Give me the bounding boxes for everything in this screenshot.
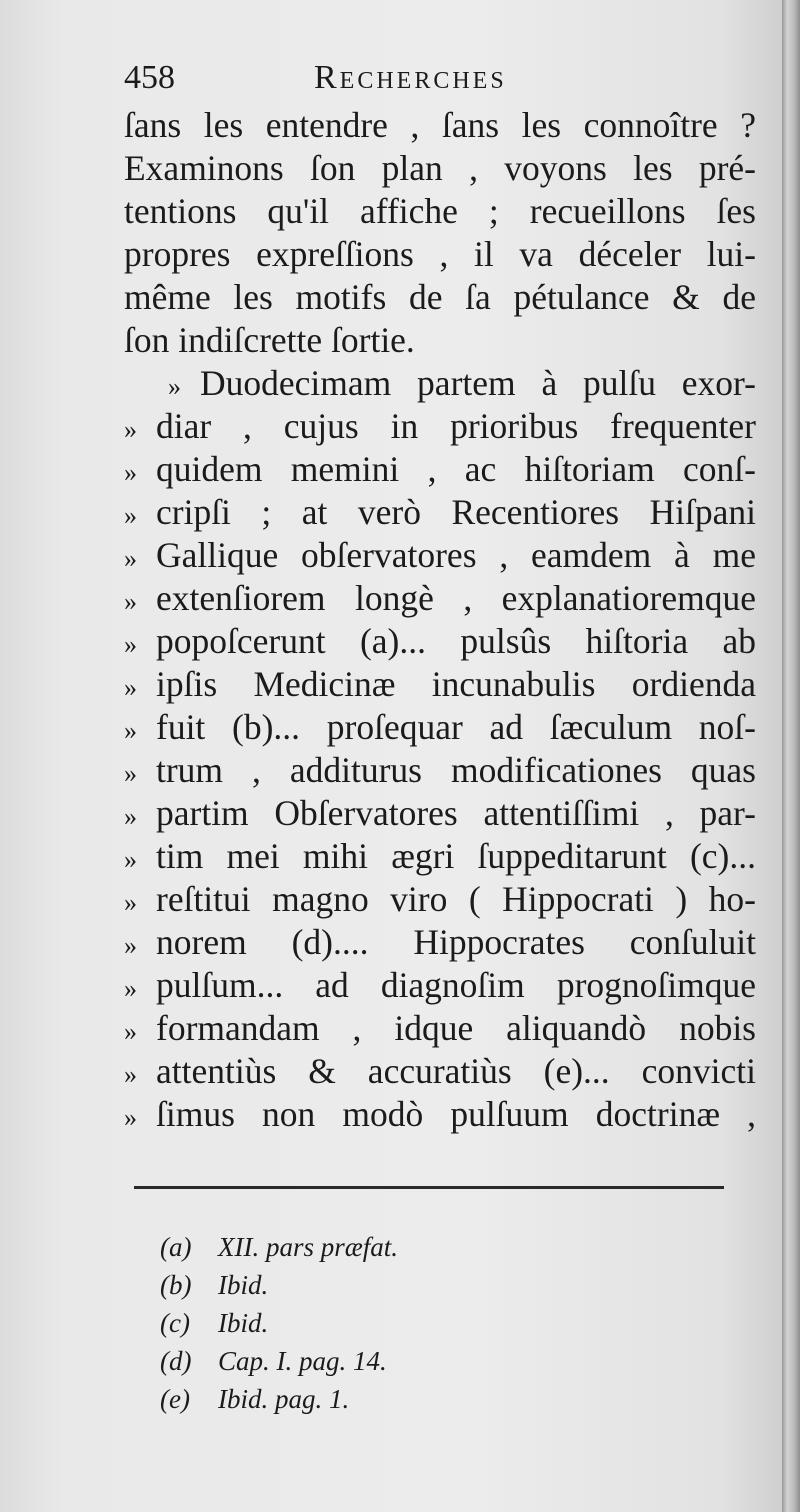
text-line xyxy=(124,706,756,749)
text-line xyxy=(124,1050,756,1093)
quote-mark: » xyxy=(124,673,137,702)
line-text: propres expreſſions , il va déceler lui- xyxy=(124,234,756,274)
footnote-citation: Ibid. xyxy=(218,1270,269,1300)
line-text: cripſi ; at verò Recentiores Hiſpani xyxy=(156,492,756,532)
footnote xyxy=(160,1266,560,1304)
quote-mark: » xyxy=(124,1060,137,1089)
text-line xyxy=(124,1007,756,1050)
text-line xyxy=(124,104,756,147)
text-line xyxy=(124,362,756,405)
quote-mark: » xyxy=(124,630,137,659)
text-line xyxy=(124,319,756,362)
text-line xyxy=(124,405,756,448)
line-text: ipſis Medicinæ incunabulis ordienda xyxy=(156,664,756,704)
quote-mark: » xyxy=(124,974,137,1003)
text-line xyxy=(124,749,756,792)
text-line xyxy=(124,491,756,534)
quote-mark: » xyxy=(124,458,137,487)
footnote xyxy=(160,1342,560,1380)
page-number: 458 xyxy=(124,59,175,96)
quote-mark: » xyxy=(124,845,137,874)
line-text: trum , additurus modificationes quas xyxy=(156,750,756,790)
line-text: Duodecimam partem à pulſu exor- xyxy=(200,363,756,403)
text-line xyxy=(124,276,756,319)
text-line xyxy=(124,190,756,233)
text-line xyxy=(124,792,756,835)
text-line xyxy=(124,448,756,491)
text-line xyxy=(124,921,756,964)
line-text: Gallique obſervatores , eamdem à me xyxy=(156,535,756,575)
text-line xyxy=(124,835,756,878)
line-text: fuit (b)... proſequar ad ſæculum noſ- xyxy=(156,707,756,747)
text-line xyxy=(124,663,756,706)
quote-mark: » xyxy=(124,716,137,745)
text-line xyxy=(124,577,756,620)
line-text: tim mei mihi ægri ſuppeditarunt (c)... xyxy=(156,836,756,876)
footnote-mark: (d) xyxy=(160,1346,192,1376)
quote-mark: » xyxy=(124,544,137,573)
text-line xyxy=(124,964,756,1007)
footnote xyxy=(160,1304,560,1342)
footnote-mark: (e) xyxy=(160,1384,190,1414)
footnote-mark: (a) xyxy=(160,1232,192,1262)
line-text: pulſum... ad diagnoſim prognoſimque xyxy=(156,965,756,1005)
line-text: formandam , idque aliquandò nobis xyxy=(156,1008,756,1048)
quote-mark: » xyxy=(124,802,137,831)
line-text: quidem memini , ac hiſtoriam conſ- xyxy=(156,449,756,489)
line-text: ſimus non modò pulſuum doctrinæ , xyxy=(156,1094,756,1134)
footnote xyxy=(160,1380,560,1418)
footnotes xyxy=(160,1228,560,1418)
page-edge xyxy=(782,0,800,1512)
line-text: ſon indiſcrette ſortie. xyxy=(124,320,415,360)
line-text: partim Obſervatores attentiſſimi , par- xyxy=(156,793,756,833)
line-text: Examinons ſon plan , voyons les pré- xyxy=(124,148,756,188)
text-line xyxy=(124,878,756,921)
footnote-citation: Ibid. pag. 1. xyxy=(218,1384,350,1414)
quote-mark: » xyxy=(124,1103,137,1132)
quote-mark: » xyxy=(168,372,181,401)
body-text xyxy=(124,104,756,1136)
text-line xyxy=(124,147,756,190)
text-line xyxy=(124,233,756,276)
footnote-mark: (b) xyxy=(160,1270,192,1300)
quote-mark: » xyxy=(124,888,137,917)
quote-mark: » xyxy=(124,759,137,788)
running-head xyxy=(124,56,764,100)
quote-mark: » xyxy=(124,415,137,444)
footnote-citation: Cap. I. pag. 14. xyxy=(218,1346,387,1376)
line-text: reſtitui magno viro ( Hippocrati ) ho- xyxy=(156,879,756,919)
text-line xyxy=(124,620,756,663)
footnote-citation: XII. pars præfat. xyxy=(218,1232,399,1262)
footnote xyxy=(160,1228,560,1266)
quote-mark: » xyxy=(124,501,137,530)
line-text: extenſiorem longè , explanatioremque xyxy=(156,578,756,618)
footnote-mark: (c) xyxy=(160,1308,190,1338)
footnote-rule xyxy=(134,1186,724,1189)
line-text: diar , cujus in prioribus frequenter xyxy=(156,406,756,446)
line-text: attentiùs & accuratiùs (e)... convicti xyxy=(156,1051,756,1091)
running-title: Recherches xyxy=(314,59,507,96)
footnote-citation: Ibid. xyxy=(218,1308,269,1338)
line-text: tentions qu'il affiche ; recueillons ſes xyxy=(124,191,756,231)
text-line xyxy=(124,1093,756,1136)
line-text: popoſcerunt (a)... pulsûs hiſtoria ab xyxy=(156,621,756,661)
text-line xyxy=(124,534,756,577)
quote-mark: » xyxy=(124,1017,137,1046)
quote-mark: » xyxy=(124,587,137,616)
quote-mark: » xyxy=(124,931,137,960)
line-text: ſans les entendre , ſans les connoître ? xyxy=(124,105,756,145)
line-text: norem (d).... Hippocrates conſuluit xyxy=(156,922,756,962)
line-text: même les motifs de ſa pétulance & de xyxy=(124,277,756,317)
